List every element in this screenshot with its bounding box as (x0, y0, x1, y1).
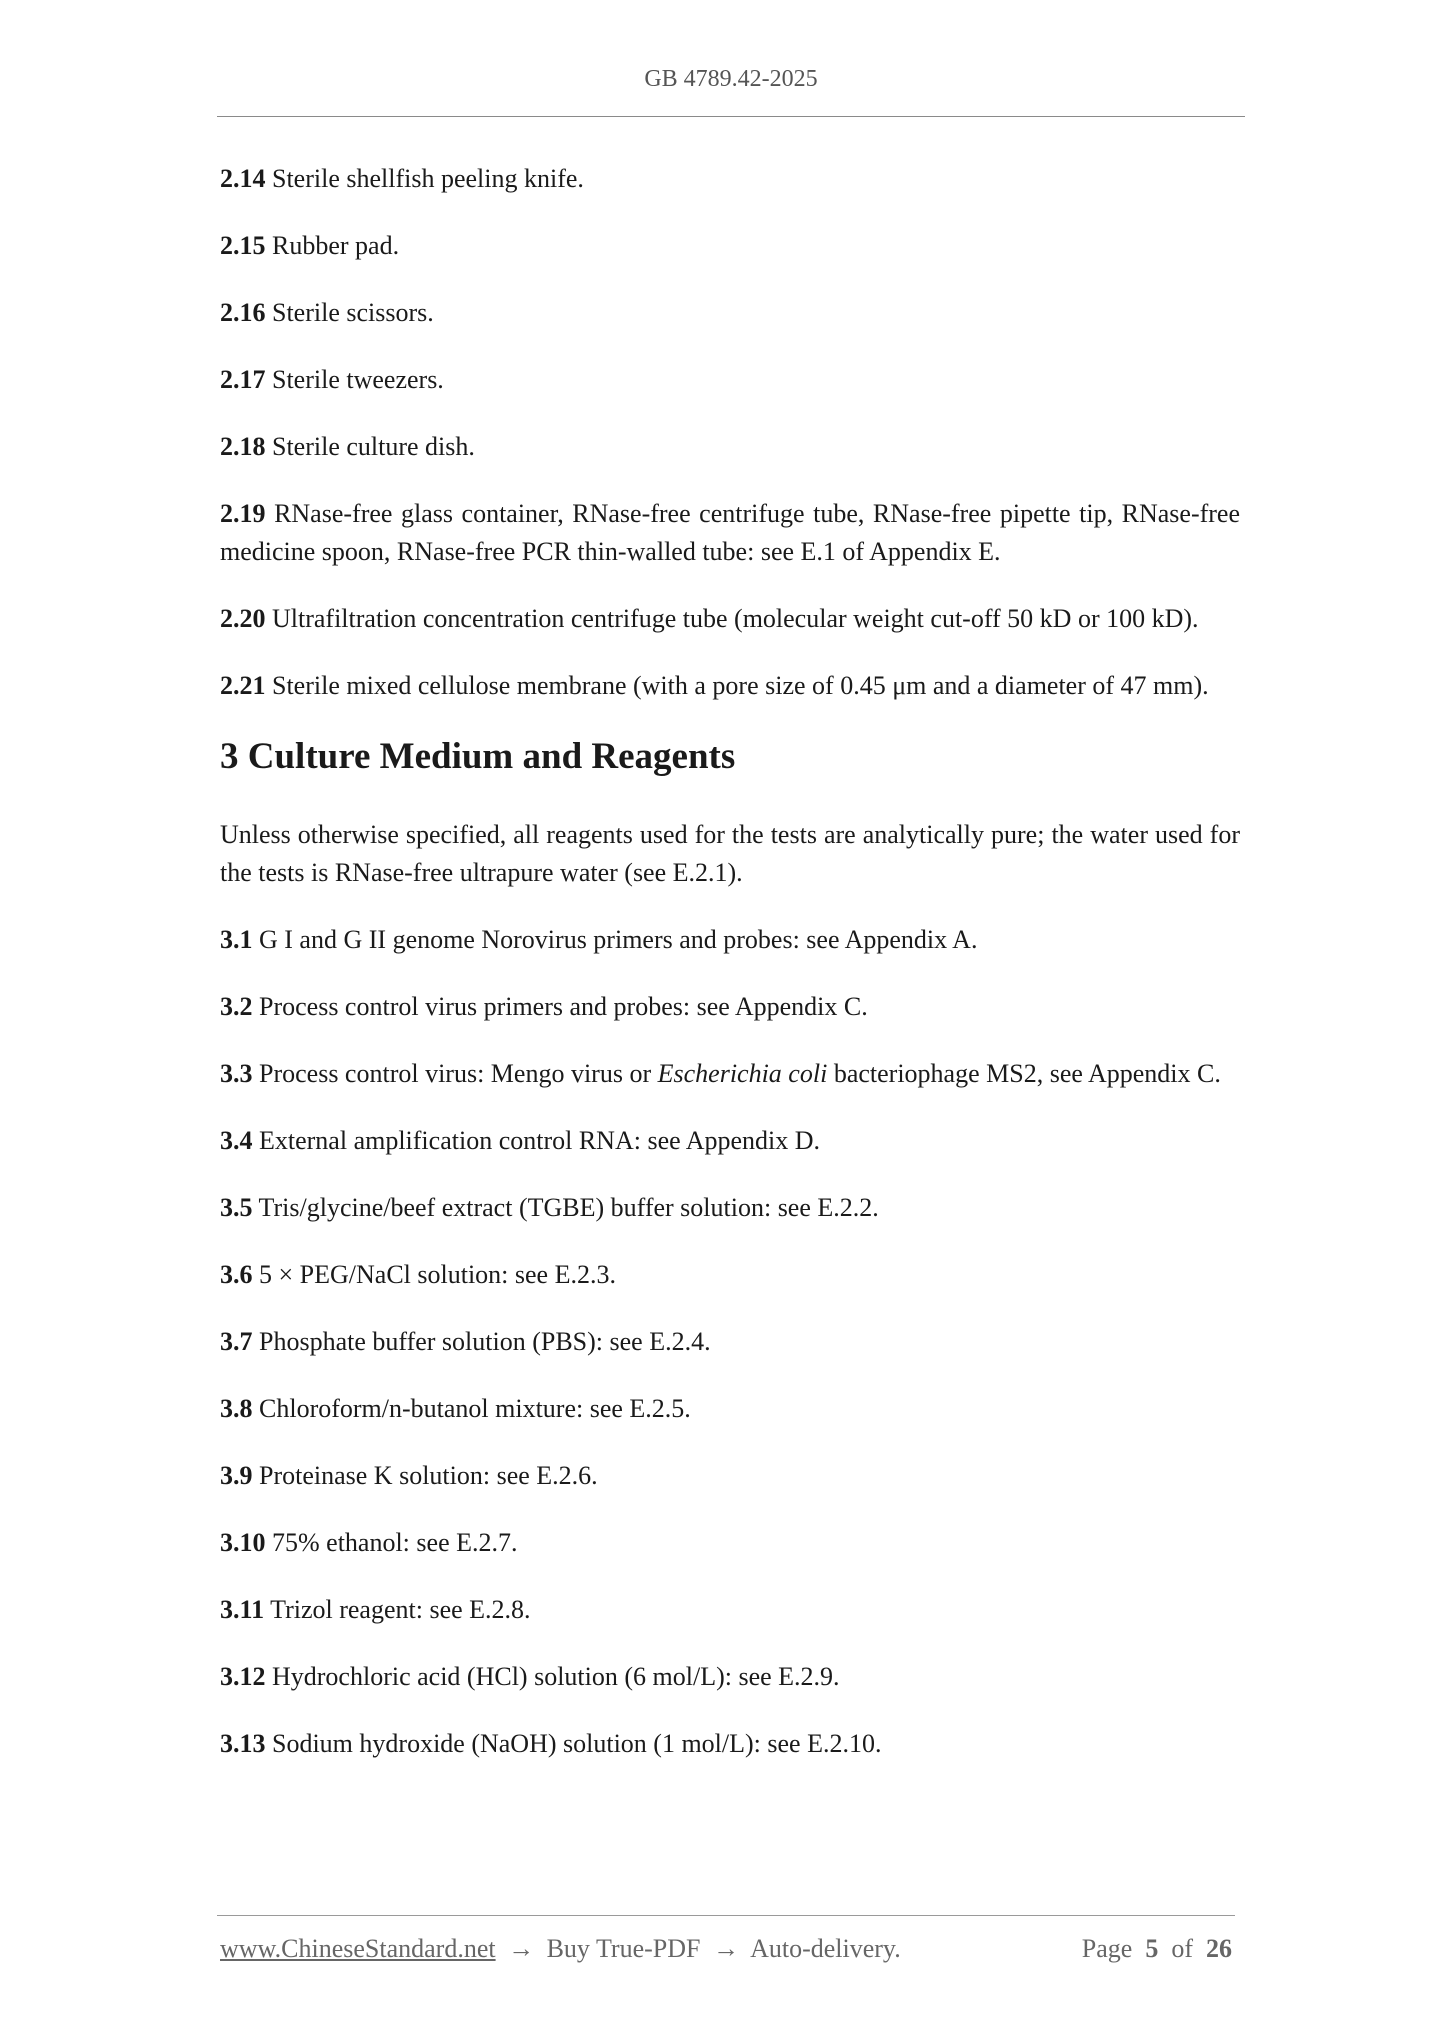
item-text-before: Process control virus: Mengo virus or (259, 1059, 658, 1088)
item-number: 2.21 (220, 671, 266, 700)
page-label: Page (1081, 1934, 1133, 1963)
item-text: 5 × PEG/NaCl solution: see E.2.3. (259, 1260, 616, 1289)
item-text: Sterile scissors. (272, 298, 434, 327)
page-of: of (1171, 1934, 1193, 1963)
item-text: Sterile culture dish. (272, 432, 475, 461)
item-number: 3.13 (220, 1729, 266, 1758)
item-text: Ultrafiltration concentration centrifuge tube (molecular weight cut-off 50 kD or 100 kD). (272, 604, 1199, 633)
item-number: 3.3 (220, 1059, 253, 1088)
item-text: Tris/glycine/beef extract (TGBE) buffer solution: see E.2.2. (258, 1193, 879, 1222)
item-number: 2.20 (220, 604, 266, 633)
list-item (220, 1122, 1240, 1160)
buy-text: Buy True-PDF (546, 1934, 701, 1963)
item-number: 2.16 (220, 298, 266, 327)
item-text: G I and G II genome Norovirus primers and probes: see Appendix A. (259, 925, 978, 954)
list-item (220, 1189, 1240, 1227)
species-name: Escherichia coli (657, 1059, 828, 1088)
item-text: Phosphate buffer solution (PBS): see E.2.4. (259, 1327, 711, 1356)
page-footer (220, 1934, 1232, 1964)
item-text: Rubber pad. (272, 231, 400, 260)
footer-left (220, 1934, 901, 1964)
website-link[interactable]: www.ChineseStandard.net (220, 1934, 496, 1963)
list-item (220, 1055, 1240, 1093)
item-number: 3.1 (220, 925, 253, 954)
item-text: Trizol reagent: see E.2.8. (270, 1595, 531, 1624)
delivery-text: Auto-delivery. (750, 1934, 901, 1963)
page-current: 5 (1145, 1934, 1159, 1963)
list-item (220, 495, 1240, 571)
item-text: Sterile shellfish peeling knife. (272, 164, 584, 193)
list-item (220, 1457, 1240, 1495)
page-total: 26 (1206, 1934, 1232, 1963)
header-divider (217, 116, 1245, 117)
equipment-list (220, 160, 1240, 705)
item-number: 3.4 (220, 1126, 253, 1155)
item-number: 3.5 (220, 1193, 253, 1222)
item-number: 3.11 (220, 1595, 265, 1624)
item-number: 2.14 (220, 164, 266, 193)
item-number: 2.19 (220, 499, 266, 528)
item-number: 3.9 (220, 1461, 253, 1490)
item-text: Chloroform/n-butanol mixture: see E.2.5. (259, 1394, 691, 1423)
item-text: RNase-free glass container, RNase-free centrifuge tube, RNase-free pipette tip, RNase-free medicine spoon, RNase-free PCR thin-walled tube: see E.1 of Appendix E. (220, 499, 1241, 566)
item-text-after: bacteriophage MS2, see Appendix C. (827, 1059, 1221, 1088)
document-id-header: GB 4789.42-2025 (644, 66, 818, 92)
footer-divider (217, 1915, 1235, 1916)
item-text: Sterile mixed cellulose membrane (with a pore size of 0.45 μm and a diameter of 47 mm). (272, 671, 1209, 700)
reagent-list (220, 1122, 1240, 1763)
item-number: 3.2 (220, 992, 253, 1021)
item-text: Process control virus primers and probes: see Appendix C. (259, 992, 868, 1021)
list-item (220, 1323, 1240, 1361)
list-item (220, 294, 1240, 332)
item-number: 3.12 (220, 1662, 266, 1691)
list-item (220, 921, 1240, 959)
item-text: Proteinase K solution: see E.2.6. (259, 1461, 598, 1490)
list-item (220, 160, 1240, 198)
item-number: 2.17 (220, 365, 266, 394)
item-number: 3.7 (220, 1327, 253, 1356)
list-item (220, 667, 1240, 705)
item-number: 3.8 (220, 1394, 253, 1423)
item-number: 2.18 (220, 432, 266, 461)
item-number: 3.6 (220, 1260, 253, 1289)
arrow-right-icon: → (508, 1934, 535, 1963)
item-text: Hydrochloric acid (HCl) solution (6 mol/L): see E.2.9. (272, 1662, 840, 1691)
arrow-right-icon: → (713, 1934, 739, 1963)
item-text: 75% ethanol: see E.2.7. (272, 1528, 518, 1557)
item-text: Sterile tweezers. (272, 365, 444, 394)
item-number: 2.15 (220, 231, 266, 260)
page-content (220, 160, 1240, 1792)
list-item (220, 988, 1240, 1026)
list-item (220, 361, 1240, 399)
item-text: External amplification control RNA: see Appendix D. (259, 1126, 821, 1155)
list-item (220, 1725, 1240, 1763)
section-intro: Unless otherwise specified, all reagents used for the tests are analytically pure; the water used for the tests is RNase-free ultrapure water (see E.2.1). (220, 820, 1240, 887)
item-text: Sodium hydroxide (NaOH) solution (1 mol/L): see E.2.10. (272, 1729, 882, 1758)
list-item (220, 1390, 1240, 1428)
list-item (220, 227, 1240, 265)
list-item (220, 1256, 1240, 1294)
list-item (220, 1591, 1240, 1629)
list-item (220, 428, 1240, 466)
list-item (220, 1658, 1240, 1696)
section-heading: 3 Culture Medium and Reagents (220, 736, 736, 777)
list-item (220, 600, 1240, 638)
item-number: 3.10 (220, 1528, 266, 1557)
list-item (220, 1524, 1240, 1562)
page-number (1082, 1934, 1232, 1964)
